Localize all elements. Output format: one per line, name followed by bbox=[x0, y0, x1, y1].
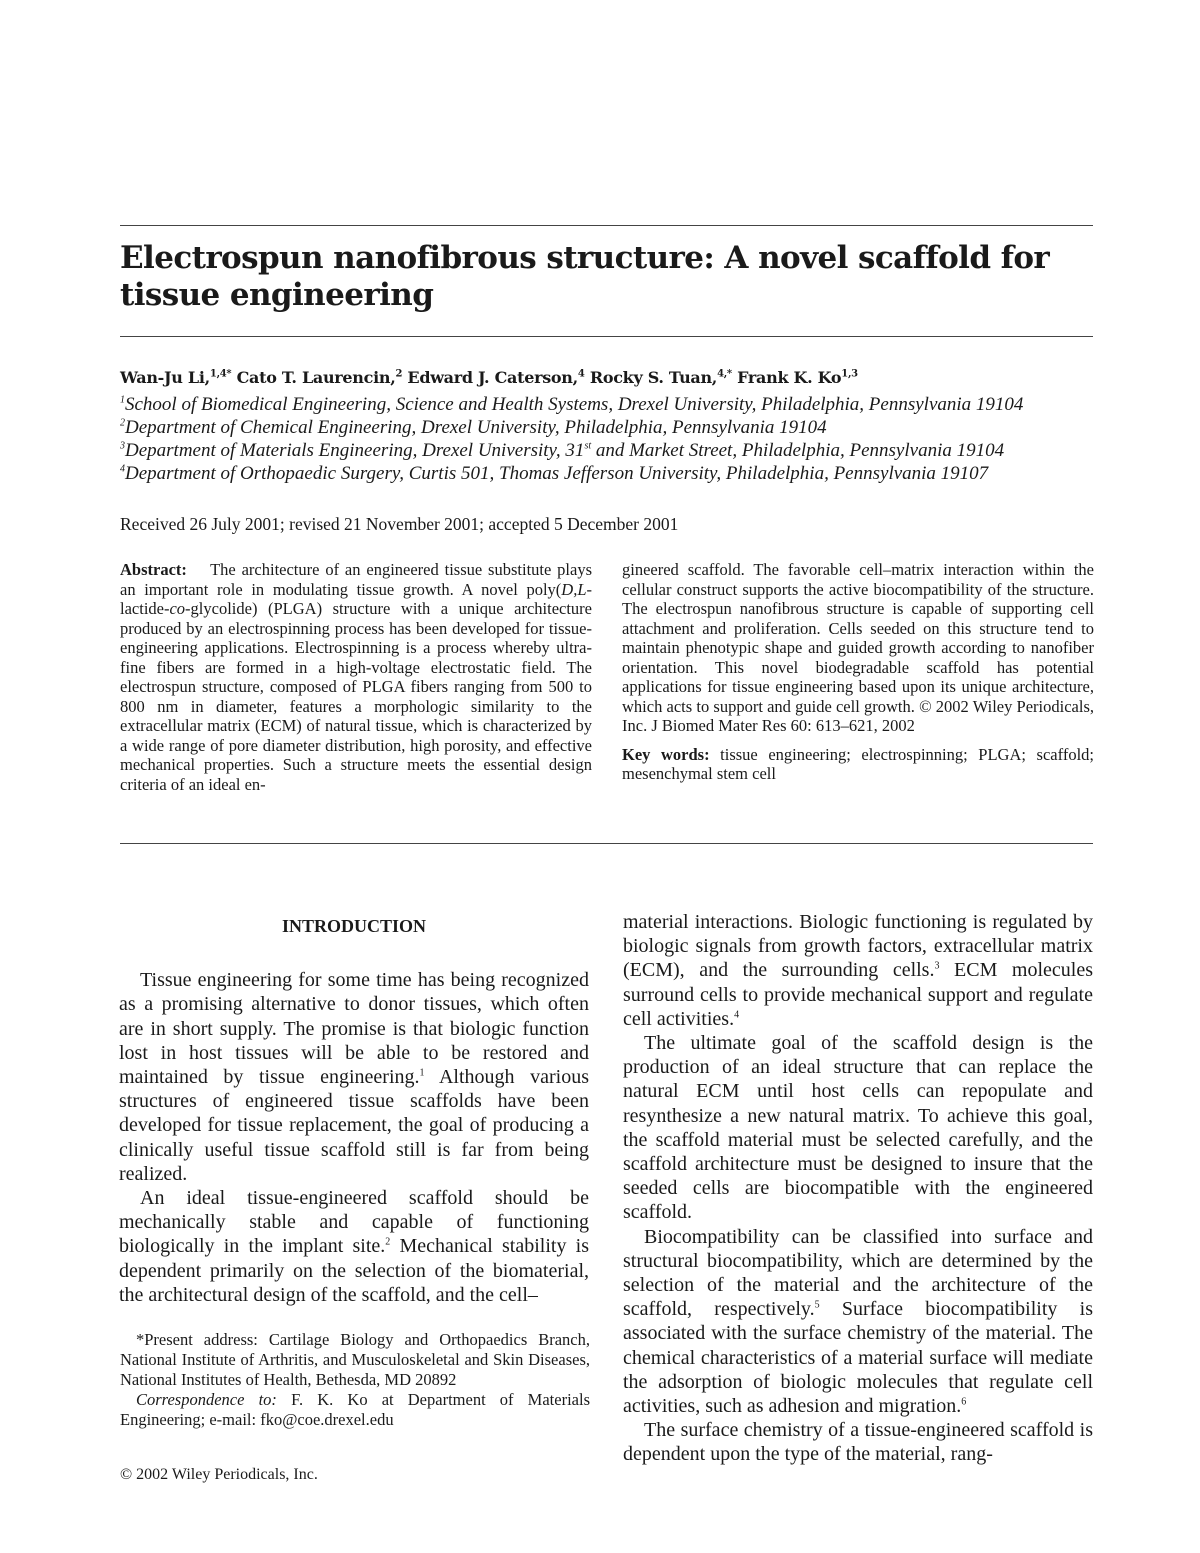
body-paragraph: The surface chemistry of a tissue-engineered scaffold is dependent upon the type of the material, rang- bbox=[623, 1419, 1093, 1466]
paragraph-text: Tissue engineering for some time has being recognized as a promising alternative to donor tissues, which often are in short supply. The promise is that biologic function lost in host tissues will be able to be restored and maintained by tissue engineering. bbox=[119, 969, 589, 1089]
paragraph-text: Biocompatibility can be classified into surface and structural biocompatibility, which are determined by the selection of the material and the architecture of the scaffold, respectively. bbox=[623, 1225, 1093, 1321]
paragraph-text: An ideal tissue-engineered scaffold should be mechanically stable and capable of functioning biologically in the implant site. bbox=[119, 1187, 589, 1258]
paragraph-text: Although various structures of engineered tissue scaffolds have been developed for tissue replacement, the goal of producing a clinically useful tissue scaffold still is far from being realized. bbox=[119, 1066, 589, 1185]
citation-ref: 4 bbox=[734, 1009, 740, 1021]
abstract-bottom-rule bbox=[120, 843, 1093, 844]
correspondence-note bbox=[120, 1390, 590, 1430]
present-address-note: *Present address: Cartilage Biology and Orthopaedics Branch, National Institute of Arthritis, and Musculoskeletal and Skin Diseases, National Institutes of Health, Bethesda, MD 20892 bbox=[120, 1330, 590, 1389]
correspondence-label: Correspondence to: bbox=[136, 1390, 277, 1409]
received-dates: Received 26 July 2001; revised 21 November 2001; accepted 5 December 2001 bbox=[120, 514, 679, 534]
affiliation-item bbox=[120, 393, 1100, 416]
body-paragraph: The ultimate goal of the scaffold design is the production of an ideal structure that can replace the natural ECM until host cells can repopulate and resynthesize a new natural matrix. To achieve this goal, the scaffold material must be selected carefully, and the scaffold architecture must be designed to insure that the seeded cells are biocompatible with the engineered scaffold. bbox=[623, 1032, 1093, 1224]
affiliation-text: Department of Orthopaedic Surgery, Curtis 501, Thomas Jefferson University, Philadelphia, Pennsylvania 19107 bbox=[125, 463, 989, 484]
article-title: Electrospun nanofibrous structure: A novel scaffold for tissue engineering bbox=[120, 240, 1050, 313]
author-name: Wan-Ju Li, bbox=[120, 368, 210, 387]
keywords-label: Key words: bbox=[622, 744, 710, 764]
paragraph-text: material interactions. Biologic functioning is regulated by biologic signals from growth factors, extracellular matrix (ECM), and the surrounding cells. bbox=[623, 911, 1093, 982]
affiliation-text: Department of Materials Engineering, Drexel University, 31 bbox=[125, 440, 585, 461]
citation-ref: 1 bbox=[419, 1067, 425, 1079]
affiliation-number: 1 bbox=[120, 394, 125, 406]
author-superscript: 4 bbox=[577, 368, 585, 380]
author-superscript: 2 bbox=[395, 368, 403, 380]
keywords-text: tissue engineering; electrospinning; PLGA; scaffold; mesenchymal stem cell bbox=[622, 744, 1094, 783]
section-heading: INTRODUCTION bbox=[281, 916, 427, 936]
abstract-right-column bbox=[622, 560, 1094, 784]
author-list bbox=[120, 368, 1080, 387]
body-right-column bbox=[623, 910, 1093, 1467]
affiliation-item bbox=[120, 416, 1100, 439]
citation-ref: 6 bbox=[961, 1396, 967, 1408]
body-left-column bbox=[119, 910, 589, 1307]
author-name: Frank K. Ko bbox=[737, 368, 842, 387]
affiliation-number: 2 bbox=[120, 417, 125, 429]
paragraph-text: Surface biocompatibility is associated with the surface chemistry of the material. The chemical characteristics of a material surface will mediate the adsorption of biologic molecules that regulate cell activities, such as adhesion and migration. bbox=[623, 1298, 1093, 1418]
body-paragraph bbox=[623, 910, 1093, 1031]
abstract-text: -lactide- bbox=[120, 579, 592, 618]
abstract-text: D,L bbox=[561, 579, 587, 599]
footnotes bbox=[120, 1330, 590, 1430]
title-bottom-rule bbox=[120, 336, 1093, 337]
citation-ref: 2 bbox=[385, 1236, 391, 1248]
affiliation-text: School of Biomedical Engineering, Science and Health Systems, Drexel University, Philadelphia, Pennsylvania 19104 bbox=[125, 394, 1024, 415]
copyright-notice: © 2002 Wiley Periodicals, Inc. bbox=[120, 1466, 318, 1483]
abstract-text: gineered scaffold. The favorable cell–matrix interaction within the cellular construct supports the active biocompatibility of the structure. The electrospun nanofibrous structure is capable of supporting cell attachment and proliferation. Cells seeded on this structure tend to maintain phenotypic shape and guided growth according to nanofiber orientation. This novel biodegradable scaffold has potential applications for tissue engineering based upon its unique architecture, which acts to support and guide cell growth. © 2002 Wiley Periodicals, Inc. J Biomed Mater Res 60: 613–621, 2002 bbox=[622, 560, 1094, 735]
author-name: Edward J. Caterson, bbox=[407, 368, 578, 387]
author-superscript: 4,* bbox=[717, 368, 732, 380]
affiliation-item bbox=[120, 439, 1100, 462]
abstract-text: -glycolide) (PLGA) structure with a unique architecture produced by an electrospinning process has been developed for tissue-engineering applications. Electrospinning is a process whereby ultra-fine fibers are formed in a high-voltage electrostatic field. The electrospun structure, composed of PLGA fibers ranging from 500 to 800 nm in diameter, features a morphologic similarity to the extracellular matrix (ECM) of natural tissue, which is characterized by a wide range of pore diameter distribution, high porosity, and effective mechanical properties. Such a structure meets the essential design criteria of an ideal en- bbox=[120, 599, 592, 794]
author-name: Rocky S. Tuan, bbox=[589, 368, 718, 387]
body-paragraph bbox=[119, 968, 589, 1186]
affiliation-number: 3 bbox=[120, 440, 125, 452]
body-paragraph bbox=[119, 1186, 589, 1307]
affiliation-text: Department of Chemical Engineering, Drexel University, Philadelphia, Pennsylvania 19104 bbox=[125, 417, 827, 438]
abstract-text: co bbox=[169, 599, 186, 618]
affiliation-number: 4 bbox=[120, 463, 125, 475]
citation-ref: 3 bbox=[934, 960, 940, 972]
author-name: Cato T. Laurencin, bbox=[236, 368, 396, 387]
abstract-left-column bbox=[120, 560, 592, 794]
top-rule bbox=[120, 225, 1093, 226]
affiliation-list bbox=[120, 393, 1100, 485]
citation-ref: 5 bbox=[814, 1299, 820, 1311]
keywords bbox=[622, 745, 1094, 784]
author-superscript: 1,4* bbox=[209, 368, 232, 380]
abstract-label: Abstract: bbox=[120, 560, 187, 579]
paragraph-text: Mechanical stability is dependent primarily on the selection of the biomaterial, the architectural design of the scaffold, and the cell– bbox=[119, 1235, 589, 1306]
correspondence-text: F. K. Ko at Department of Materials Engineering; e-mail: fko@coe.drexel.edu bbox=[120, 1390, 590, 1429]
affiliation-text: and Market Street, Philadelphia, Pennsylvania 19104 bbox=[591, 440, 1005, 461]
body-paragraph bbox=[623, 1225, 1093, 1419]
ordinal-suffix: st bbox=[584, 440, 592, 452]
abstract-text: The architecture of an engineered tissue substitute plays an important role in modulating tissue growth. A novel poly( bbox=[120, 560, 593, 599]
author-superscript: 1,3 bbox=[841, 368, 858, 380]
paragraph-text: ECM molecules surround cells to provide mechanical support and regulate cell activities. bbox=[623, 959, 1093, 1030]
affiliation-item bbox=[120, 462, 1100, 485]
